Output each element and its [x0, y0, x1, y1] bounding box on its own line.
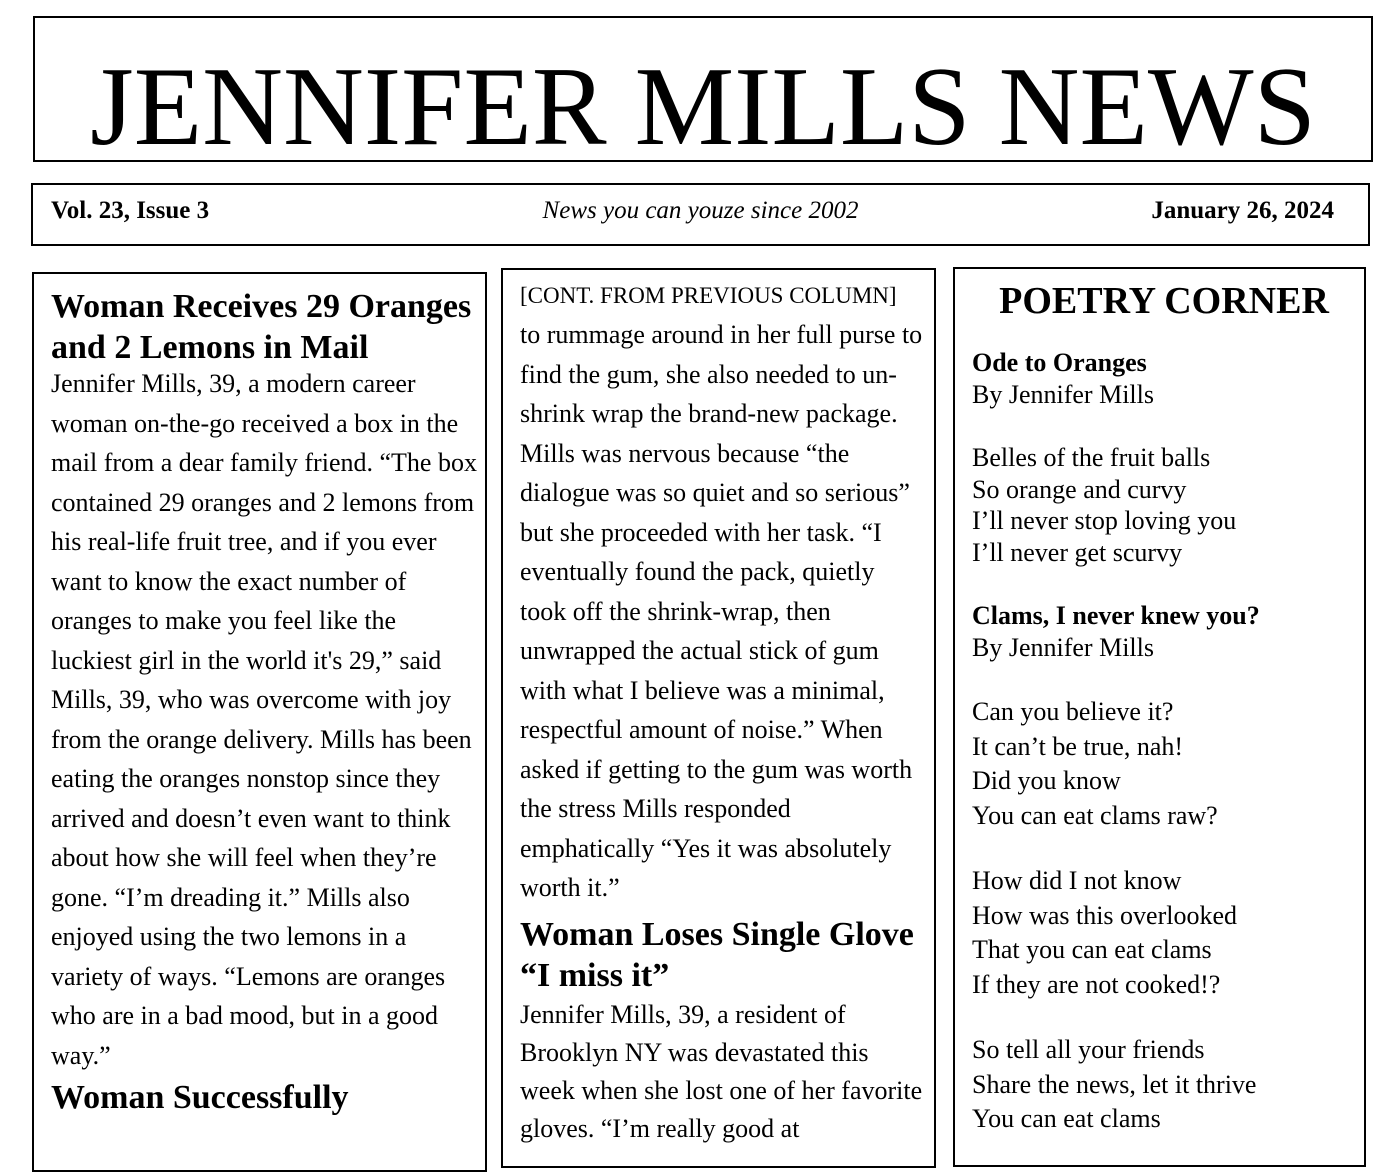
poem-line: I’ll never stop loving you	[972, 506, 1237, 535]
poem-title-clams: Clams, I never knew you?	[972, 601, 1260, 630]
poem-line: Can you believe it?	[972, 697, 1174, 726]
poem-byline-oranges: By Jennifer Mills	[972, 380, 1154, 409]
poem-stanza	[972, 442, 1356, 568]
poem-byline-clams: By Jennifer Mills	[972, 633, 1154, 662]
article-headline-next: Woman Successfully	[51, 1079, 349, 1116]
article-body-oranges: Jennifer Mills, 39, a modern career woman on-the-go received a box in the mail from a dear family friend. “The box contained 29 oranges and 2 lemons from his real-life fruit tree, and if you ever want to know the exact number of oranges to make you feel like the luckiest girl in the world it's 29,” said Mills, 39, who was overcome with joy from the orange delivery. Mills has been eating the oranges nonstop since they arrived and doesn’t even want to think about how she will feel when they’re gone. “I’m dreading it.” Mills also enjoyed using the two lemons in a variety of ways. “Lemons are oranges who are in a bad mood, but in a good way.”	[51, 369, 477, 1070]
article-body-gum: to rummage around in her full purse to find the gum, she also needed to un-shrink wrap the brand-new package. Mills was nervous because “the dialogue was so quiet and so serious” but she proceeded with her task. “I eventually found the pack, quietly took off the shrink-wrap, then unwrapped the actual stick of gum with what I believe was a minimal, respectful amount of noise.” When asked if getting to the gum was worth the stress Mills responded emphatically “Yes it was absolutely worth it.”	[520, 320, 923, 902]
poem-line: You can eat clams raw?	[972, 800, 1218, 830]
poem-stanza	[972, 1033, 1356, 1137]
newspaper-title: JENNIFER MILLS NEWS	[90, 45, 1316, 169]
issue-info-bar	[31, 183, 1370, 246]
poem-line: I’ll never get scurvy	[972, 537, 1183, 567]
continued-label: [CONT. FROM PREVIOUS COLUMN]	[520, 283, 897, 308]
poem-title-oranges: Ode to Oranges	[972, 348, 1147, 377]
poem-line: So orange and curvy	[972, 474, 1187, 504]
poetry-corner-title: POETRY CORNER	[999, 280, 1329, 322]
article-headline-glove: Woman Loses Single Glove “I miss it”	[520, 915, 914, 994]
poem-line: How did I not know	[972, 866, 1182, 895]
column-1	[32, 272, 487, 1172]
article-body-glove: Jennifer Mills, 39, a resident of Brooklyn NY was devastated this week when she lost one of her favorite gloves. “I’m really good at	[520, 999, 923, 1143]
masthead	[33, 16, 1373, 169]
poem-line: You can eat clams	[972, 1104, 1161, 1133]
poem-stanza	[972, 864, 1356, 1002]
article-headline-oranges: Woman Receives 29 Oranges and 2 Lemons in Mail	[51, 288, 472, 366]
column-2	[501, 268, 936, 1168]
poem-line: Share the news, let it thrive	[972, 1069, 1257, 1099]
poem-line: Did you know	[972, 766, 1121, 795]
poem-line: If they are not cooked!?	[972, 969, 1221, 999]
tagline: News you can youze since 2002	[542, 197, 859, 224]
poem-line: So tell all your friends	[972, 1035, 1205, 1064]
volume-issue: Vol. 23, Issue 3	[51, 197, 210, 224]
poem-line: How was this overlooked	[972, 900, 1238, 930]
poetry-corner	[953, 267, 1366, 1167]
poem-line: That you can eat clams	[972, 935, 1212, 964]
issue-date: January 26, 2024	[1151, 197, 1334, 224]
poem-stanza	[972, 695, 1356, 833]
poem-line: Belles of the fruit balls	[972, 443, 1211, 472]
poem-line: It can’t be true, nah!	[972, 731, 1184, 761]
